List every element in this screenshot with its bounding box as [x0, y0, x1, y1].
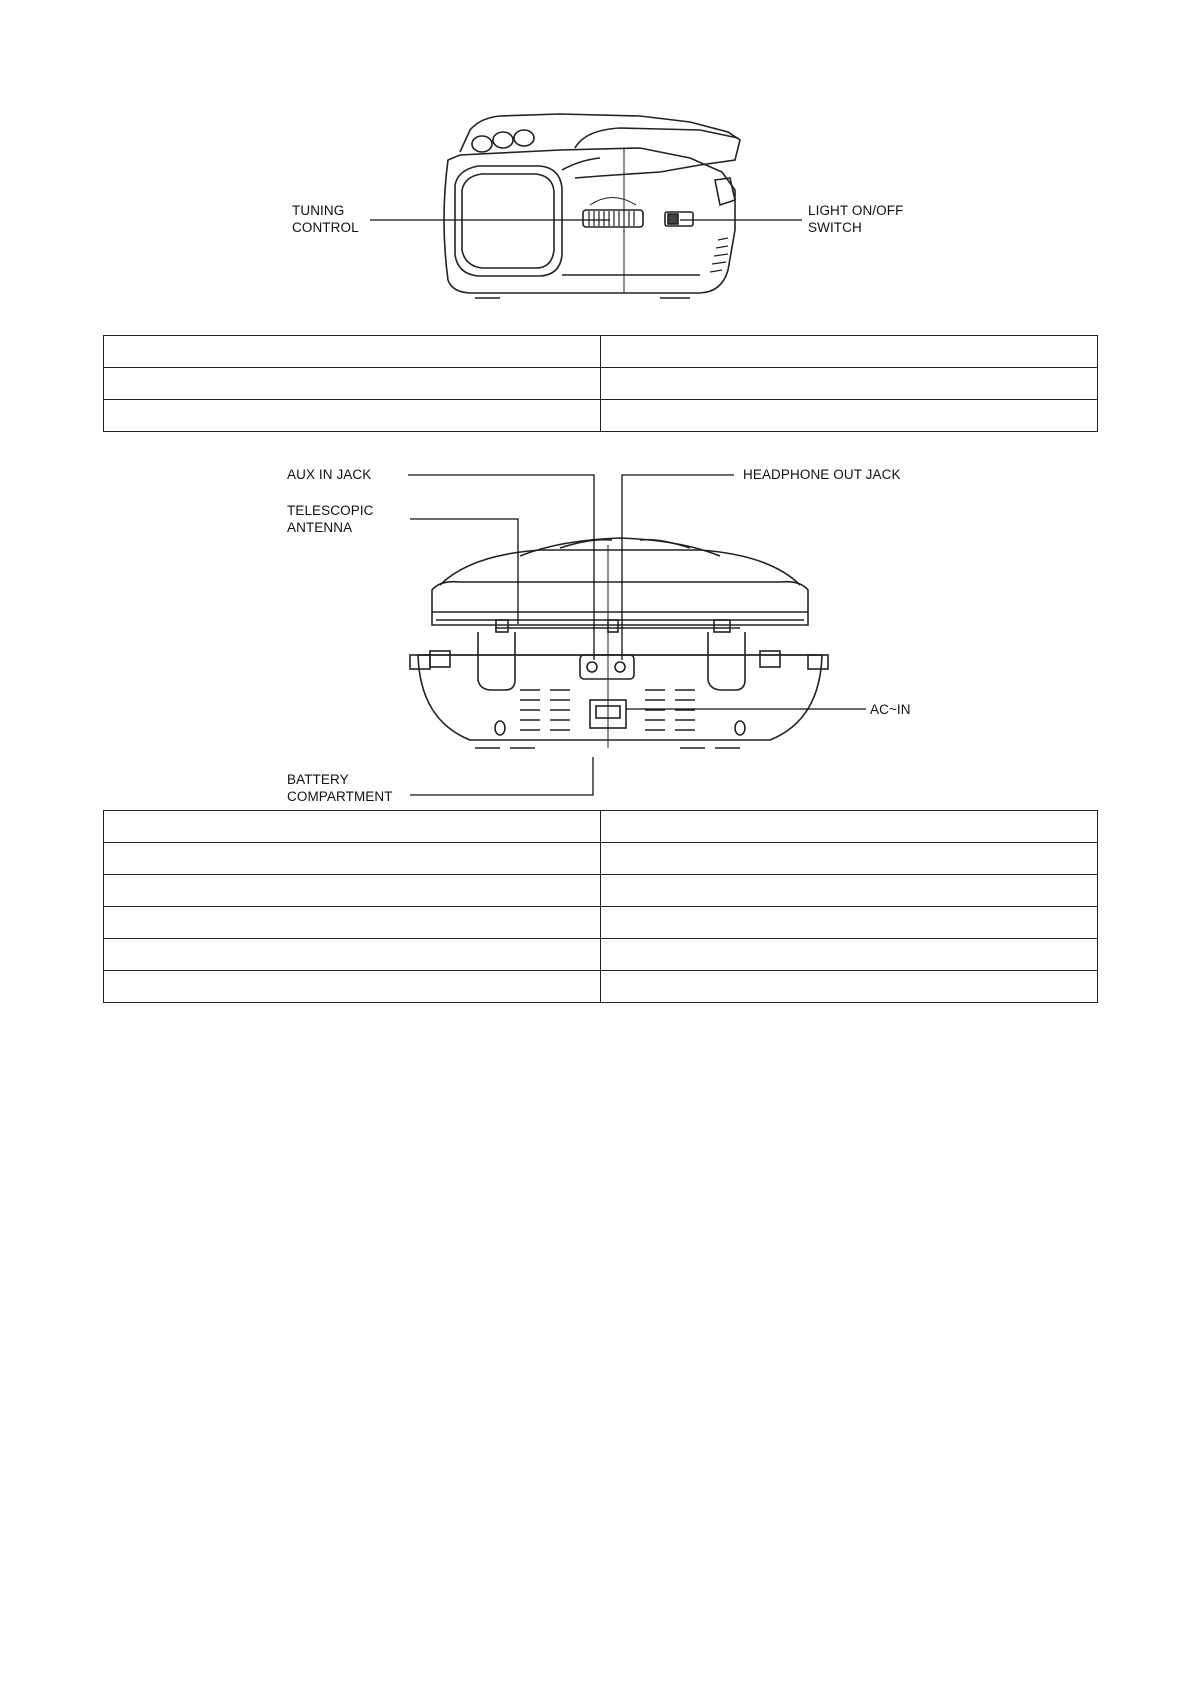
- table-row: [104, 939, 1098, 971]
- table-cell: [104, 939, 601, 971]
- tuning-control-label-line2: CONTROL: [292, 220, 359, 235]
- table-cell: [104, 971, 601, 1003]
- table-cell: [104, 843, 601, 875]
- light-switch-label-line2: SWITCH: [808, 220, 862, 235]
- table-row: [104, 875, 1098, 907]
- table-row: [104, 811, 1098, 843]
- table-cell: [104, 811, 601, 843]
- battery-compartment-label-line1: BATTERY: [287, 772, 349, 787]
- light-switch-label-line1: LIGHT ON/OFF: [808, 203, 904, 218]
- table-cell: [601, 875, 1098, 907]
- table-row: [104, 907, 1098, 939]
- table-cell: [104, 875, 601, 907]
- table-cell: [601, 811, 1098, 843]
- spec-table-2: [103, 810, 1098, 1003]
- tuning-control-label-line1: TUNING: [292, 203, 345, 218]
- telescopic-antenna-label-line2: ANTENNA: [287, 520, 353, 535]
- table-cell: [601, 843, 1098, 875]
- table-cell: [601, 907, 1098, 939]
- ac-in-label: AC~IN: [870, 702, 911, 717]
- table-cell: [601, 939, 1098, 971]
- battery-compartment-label-line2: COMPARTMENT: [287, 789, 393, 804]
- table-cell: [104, 907, 601, 939]
- aux-in-jack-label: AUX IN JACK: [287, 467, 372, 482]
- back-view-illustration: [0, 0, 1191, 820]
- table-row: [104, 843, 1098, 875]
- telescopic-antenna-label-line1: TELESCOPIC: [287, 503, 374, 518]
- headphone-out-jack-label: HEADPHONE OUT JACK: [743, 467, 901, 482]
- table-cell: [601, 971, 1098, 1003]
- table-row: [104, 971, 1098, 1003]
